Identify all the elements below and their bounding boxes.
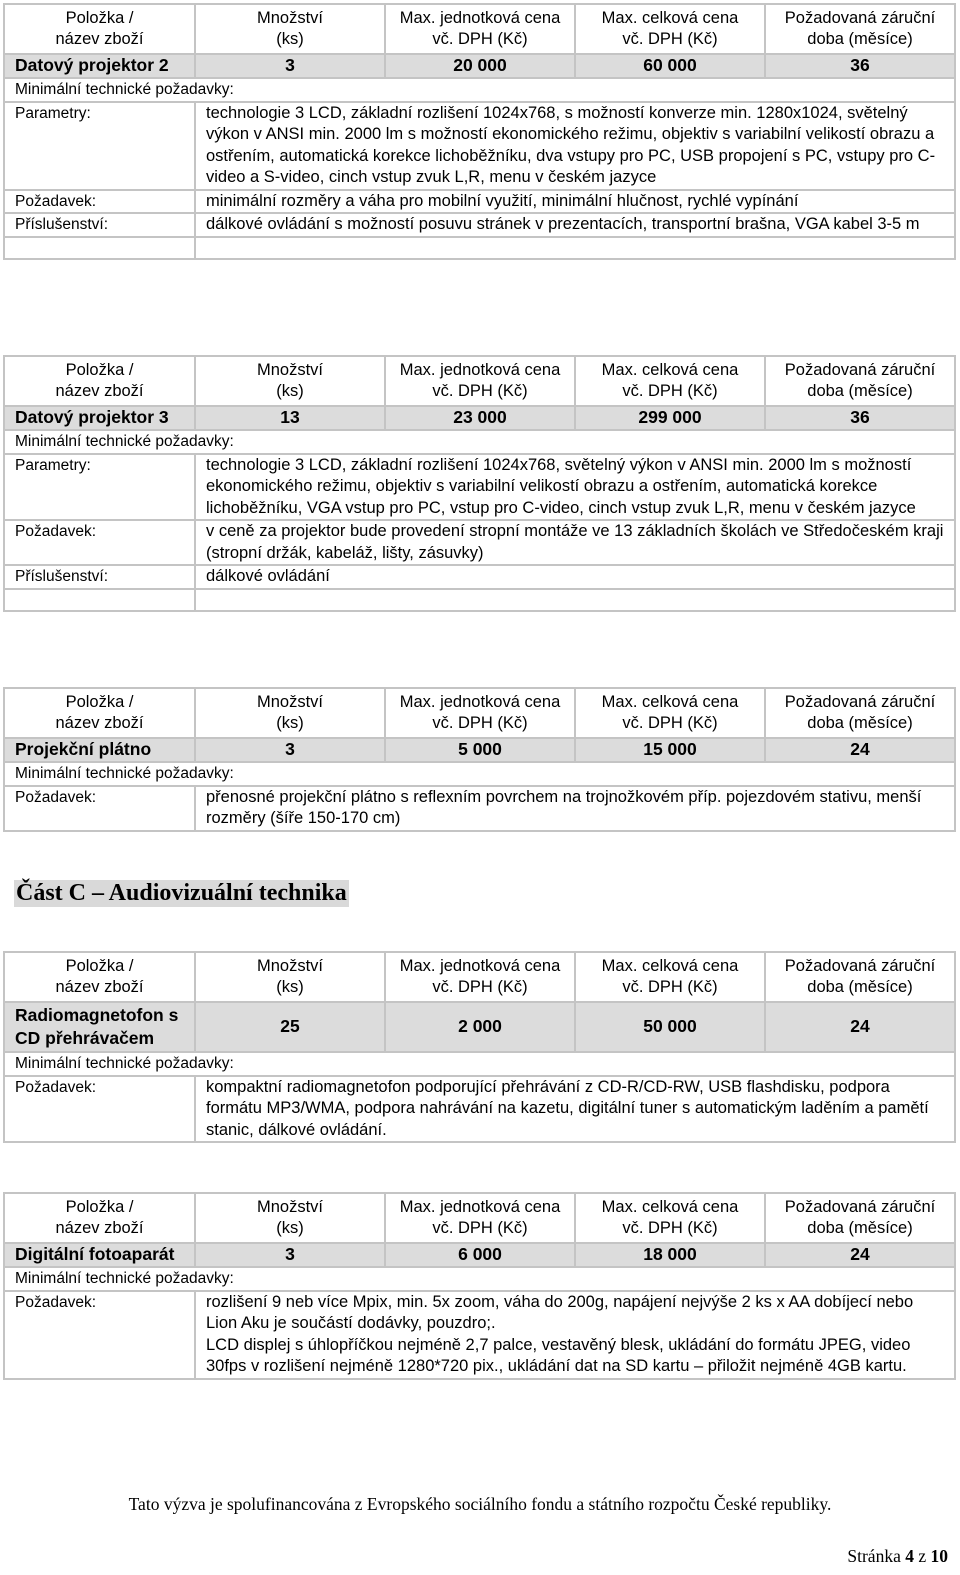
table-header-row — [4, 356, 955, 406]
item-qty: 13 — [195, 406, 385, 430]
request-label: Požadavek: — [4, 1076, 195, 1143]
accessories-label: Příslušenství: — [4, 213, 195, 237]
header-item: Položka / název zboží — [4, 356, 195, 406]
params-label: Parametry: — [4, 454, 195, 521]
item-warranty: 24 — [765, 1243, 955, 1267]
header-total-price: Max. celková cena vč. DPH (Kč) — [575, 356, 765, 406]
min-req-row — [4, 1267, 955, 1291]
accessories-text: dálkové ovládání — [195, 565, 955, 589]
min-req-label: Minimální technické požadavky: — [4, 1267, 955, 1291]
empty-row — [4, 237, 955, 259]
item-warranty: 36 — [765, 406, 955, 430]
accessories-text: dálkové ovládání s možností posuvu stránek v prezentacích, transportní brašna, VGA kabel 3-5 m — [195, 213, 955, 237]
item-unit-price: 5 000 — [385, 738, 575, 762]
header-item: Položka / název zboží — [4, 688, 195, 738]
min-req-row — [4, 1052, 955, 1076]
item-warranty: 24 — [765, 738, 955, 762]
request-label: Požadavek: — [4, 190, 195, 214]
header-total-price: Max. celková cena vč. DPH (Kč) — [575, 952, 765, 1002]
item-name: Radiomagnetofon s CD přehrávačem — [4, 1002, 195, 1052]
page-number — [847, 1546, 948, 1567]
header-unit-price: Max. jednotková cena vč. DPH (Kč) — [385, 952, 575, 1002]
header-qty: Množství (ks) — [195, 952, 385, 1002]
params-row — [4, 454, 955, 521]
request-row — [4, 520, 955, 565]
request-label: Požadavek: — [4, 1291, 195, 1379]
request-row — [4, 1291, 955, 1379]
empty-row — [4, 589, 955, 611]
header-unit-price: Max. jednotková cena vč. DPH (Kč) — [385, 688, 575, 738]
item-total-price: 299 000 — [575, 406, 765, 430]
header-total-price: Max. celková cena vč. DPH (Kč) — [575, 1193, 765, 1243]
table-header-row — [4, 1193, 955, 1243]
accessories-label: Příslušenství: — [4, 565, 195, 589]
params-row — [4, 102, 955, 190]
item-qty: 3 — [195, 738, 385, 762]
item-name: Datový projektor 3 — [4, 406, 195, 430]
min-req-row — [4, 78, 955, 102]
item-name: Projekční plátno — [4, 738, 195, 762]
request-text: kompaktní radiomagnetofon podporující přehrávání z CD-R/CD-RW, USB flashdisku, podpora formátu MP3/WMA, podpora nahrávání na kazetu, digitální tuner s automatickým laděním a pamětí stanic, dálkové ovládání. — [195, 1076, 955, 1143]
header-warranty: Požadovaná záruční doba (měsíce) — [765, 4, 955, 54]
header-item: Položka / název zboží — [4, 952, 195, 1002]
request-text: v ceně za projektor bude provedení stropní montáže ve 13 základních školách ve Středočeském kraji (stropní držák, kabeláž, lišty, zásuvky) — [195, 520, 955, 565]
accessories-row — [4, 213, 955, 237]
header-qty: Množství (ks) — [195, 688, 385, 738]
table-header-row — [4, 952, 955, 1002]
request-text: minimální rozměry a váha pro mobilní využití, minimální hlučnost, rychlé vypínání — [195, 190, 955, 214]
header-qty: Množství (ks) — [195, 356, 385, 406]
header-warranty: Požadovaná záruční doba (měsíce) — [765, 356, 955, 406]
header-item: Položka / název zboží — [4, 1193, 195, 1243]
header-total-price: Max. celková cena vč. DPH (Kč) — [575, 688, 765, 738]
section-title: Část C – Audiovizuální technika — [16, 880, 347, 906]
request-text-main: rozlišení 9 neb více Mpix, min. 5x zoom, váha do 200g, napájení nejvýše 2 ks x AA dobíjecí nebo Lion Aku je součástí dodávky, pouzdro;. — [206, 1292, 914, 1332]
item-warranty: 36 — [765, 54, 955, 78]
header-warranty: Požadovaná záruční doba (měsíce) — [765, 952, 955, 1002]
page-total: 10 — [930, 1546, 948, 1566]
params-text: technologie 3 LCD, základní rozlišení 1024x768, s možností konverze min. 1280x1024, světelný výkon v ANSI min. 2000 lm s možností ekonomického režimu, objektiv s variabilní velikostí obrazu a ostřením, automatická korekce lichoběžníku, dva vstupy pro PC, USB propojení s PC, vstupy pro C-video a S-video, cinch vstup zvuk L,R, menu v českém jazyce — [195, 102, 955, 190]
item-table-radio — [3, 951, 956, 1143]
header-unit-price: Max. jednotková cena vč. DPH (Kč) — [385, 356, 575, 406]
item-unit-price: 23 000 — [385, 406, 575, 430]
item-table-projector-3 — [3, 355, 956, 612]
header-warranty: Požadovaná záruční doba (měsíce) — [765, 688, 955, 738]
item-row — [4, 54, 955, 78]
min-req-label: Minimální technické požadavky: — [4, 430, 955, 454]
item-row — [4, 738, 955, 762]
header-qty: Množství (ks) — [195, 4, 385, 54]
min-req-label: Minimální technické požadavky: — [4, 1052, 955, 1076]
table-header-row — [4, 4, 955, 54]
min-req-label: Minimální technické požadavky: — [4, 762, 955, 786]
params-label: Parametry: — [4, 102, 195, 190]
item-name: Datový projektor 2 — [4, 54, 195, 78]
item-qty: 3 — [195, 1243, 385, 1267]
item-qty: 3 — [195, 54, 385, 78]
item-warranty: 24 — [765, 1002, 955, 1052]
item-table-screen — [3, 687, 956, 832]
item-unit-price: 20 000 — [385, 54, 575, 78]
item-unit-price: 2 000 — [385, 1002, 575, 1052]
request-text-extra: LCD displej s úhlopříčkou nejméně 2,7 palce, vestavěný blesk, ukládání do formátu JPEG, video 30fps v rozlišení nejméně 1280*720 pix., ukládání dat na SD kartu – přiložit nejméně 4GB kartu. — [206, 1335, 911, 1375]
header-item: Položka / název zboží — [4, 4, 195, 54]
item-total-price: 50 000 — [575, 1002, 765, 1052]
page-sep: z — [918, 1546, 927, 1566]
item-name: Digitální fotoaparát — [4, 1243, 195, 1267]
request-row — [4, 190, 955, 214]
header-qty: Množství (ks) — [195, 1193, 385, 1243]
header-unit-price: Max. jednotková cena vč. DPH (Kč) — [385, 4, 575, 54]
min-req-label: Minimální technické požadavky: — [4, 78, 955, 102]
item-total-price: 15 000 — [575, 738, 765, 762]
item-qty: 25 — [195, 1002, 385, 1052]
page-current: 4 — [905, 1546, 914, 1566]
params-text: technologie 3 LCD, základní rozlišení 1024x768, světelný výkon v ANSI min. 2000 lm s možností ekonomického režimu, objektiv s variabilní velikostí obrazu a ostřením, automatická korekce lichoběžníku, VGA vstup pro PC, vstup pro C-video, cinch vstup zvuk L,R, menu v českém jazyce — [195, 454, 955, 521]
item-row — [4, 1002, 955, 1052]
min-req-row — [4, 762, 955, 786]
accessories-row — [4, 565, 955, 589]
item-row — [4, 1243, 955, 1267]
header-total-price: Max. celková cena vč. DPH (Kč) — [575, 4, 765, 54]
item-unit-price: 6 000 — [385, 1243, 575, 1267]
request-text — [195, 1291, 955, 1379]
page-prefix: Stránka — [847, 1546, 901, 1566]
request-label: Požadavek: — [4, 520, 195, 565]
item-row — [4, 406, 955, 430]
header-warranty: Požadovaná záruční doba (měsíce) — [765, 1193, 955, 1243]
request-label: Požadavek: — [4, 786, 195, 831]
item-table-camera — [3, 1192, 956, 1380]
request-row — [4, 1076, 955, 1143]
header-unit-price: Max. jednotková cena vč. DPH (Kč) — [385, 1193, 575, 1243]
item-total-price: 60 000 — [575, 54, 765, 78]
request-row — [4, 786, 955, 831]
min-req-row — [4, 430, 955, 454]
item-table-projector-2 — [3, 3, 956, 260]
footer-note: Tato výzva je spolufinancována z Evropského sociálního fondu a státního rozpočtu České republiky. — [128, 1494, 832, 1514]
request-text: přenosné projekční plátno s reflexním povrchem na trojnožkovém příp. pojezdovém stativu, menší rozměry (šíře 150-170 cm) — [195, 786, 955, 831]
table-header-row — [4, 688, 955, 738]
item-total-price: 18 000 — [575, 1243, 765, 1267]
